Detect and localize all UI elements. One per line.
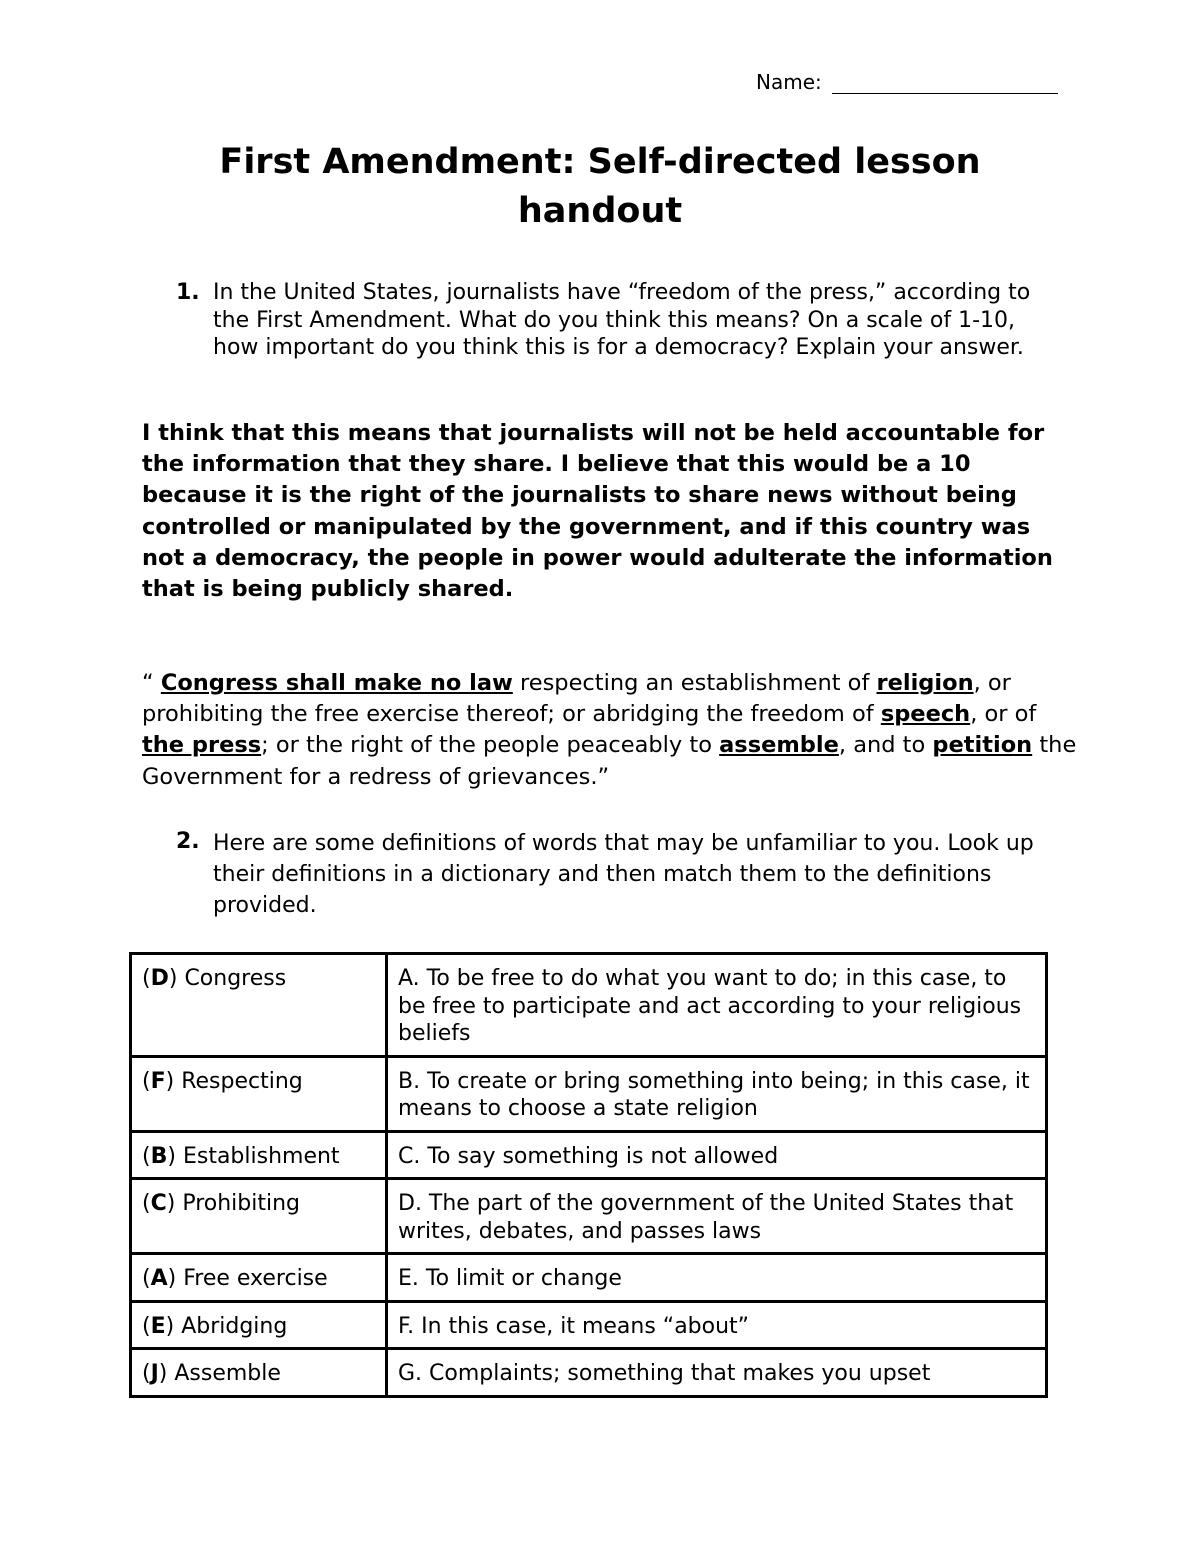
quote-keyword: the press <box>142 732 262 759</box>
match-letter[interactable]: E <box>150 1313 166 1339</box>
name-label: Name: <box>756 70 822 94</box>
quote-text: , and to <box>838 732 933 759</box>
definition-cell: D. The part of the government of the United States that writes, debates, and passes laws <box>387 1179 1047 1254</box>
match-letter[interactable]: J <box>150 1361 159 1386</box>
term-label: Abridging <box>181 1313 288 1339</box>
table-row <box>131 1179 1047 1254</box>
definition-cell: B. To create or bring something into being; in this case, it means to choose a state religion <box>387 1056 1047 1131</box>
term-label: Establishment <box>182 1143 340 1169</box>
answer-1: I think that this means that journalists will not be held accountable for the information that they share. I believe that this would be a 10 because it is the right of the journalists to share news without being controlled or manipulated by the government, and if this country was not a democracy, the people in power would adulterate the information that is being publicly shared. <box>142 420 1053 603</box>
question-1-text: In the United States, journalists have “freedom of the press,” according to the First Amendment. What do you think this means? On a scale of 1-10, how important do you think this is for a democracy? Explain your answer. <box>213 280 1031 360</box>
definition-cell: E. To limit or change <box>387 1254 1047 1302</box>
term-label: Assemble <box>174 1361 281 1386</box>
quote-keyword: religion <box>876 670 974 696</box>
definitions-table <box>129 952 1048 1398</box>
match-letter[interactable]: A <box>150 1266 168 1291</box>
term-cell: (B) Establishment <box>131 1131 387 1179</box>
definition-cell: F. In this case, it means “about” <box>387 1301 1047 1349</box>
quote-keyword: assemble <box>719 732 839 759</box>
name-blank-line[interactable] <box>832 71 1058 94</box>
definition-cell: C. To say something is not allowed <box>387 1131 1047 1179</box>
table-row <box>131 1349 1047 1397</box>
first-amendment-quote <box>142 668 1077 793</box>
match-letter[interactable]: B <box>150 1143 168 1169</box>
definition-cell: A. To be free to do what you want to do; in this case, to be free to participate and act according to your religious beliefs <box>387 954 1047 1057</box>
name-field <box>756 70 1058 94</box>
term-cell: (F) Respecting <box>131 1056 387 1131</box>
match-letter[interactable]: D <box>150 966 169 991</box>
question-2-text: Here are some definitions of words that may be unfamiliar to you. Look up their definitions in a dictionary and then match them to the definitions provided. <box>213 831 1034 918</box>
match-letter[interactable]: C <box>150 1191 167 1216</box>
term-label: Respecting <box>181 1068 303 1094</box>
quote-text: ; or the right of the people peaceably to <box>261 732 720 759</box>
quote-text: respecting an establishment of <box>512 670 877 696</box>
term-label: Prohibiting <box>182 1191 301 1216</box>
quote-keyword: petition <box>932 732 1033 759</box>
quote-text: “ <box>142 670 161 696</box>
quote-text: , or of <box>970 701 1037 728</box>
question-2 <box>176 828 1076 921</box>
table-row <box>131 1131 1047 1179</box>
term-cell: (A) Free exercise <box>131 1254 387 1302</box>
match-letter[interactable]: F <box>150 1068 166 1094</box>
question-1 <box>176 279 1076 362</box>
question-2-number: 2. <box>176 829 200 854</box>
quote-keyword: speech <box>880 701 971 728</box>
definition-cell: G. Complaints; something that makes you upset <box>387 1349 1047 1397</box>
quote-text: the Government for a redress of grievances.” <box>142 732 1077 790</box>
table-row <box>131 1056 1047 1131</box>
term-label: Free exercise <box>183 1266 328 1291</box>
page-title: First Amendment: Self-directed lesson handout <box>219 142 981 231</box>
term-cell: (J) Assemble <box>131 1349 387 1397</box>
quote-text: , or prohibiting the free exercise thereof; or abridging the freedom of <box>142 670 1011 728</box>
quote-keyword: Congress shall make no law <box>160 670 513 696</box>
table-row <box>131 1301 1047 1349</box>
term-cell: (D) Congress <box>131 954 387 1057</box>
term-cell: (E) Abridging <box>131 1301 387 1349</box>
term-cell: (C) Prohibiting <box>131 1179 387 1254</box>
term-label: Congress <box>184 966 287 991</box>
table-row <box>131 954 1047 1057</box>
question-1-number: 1. <box>176 280 200 305</box>
table-row <box>131 1254 1047 1302</box>
